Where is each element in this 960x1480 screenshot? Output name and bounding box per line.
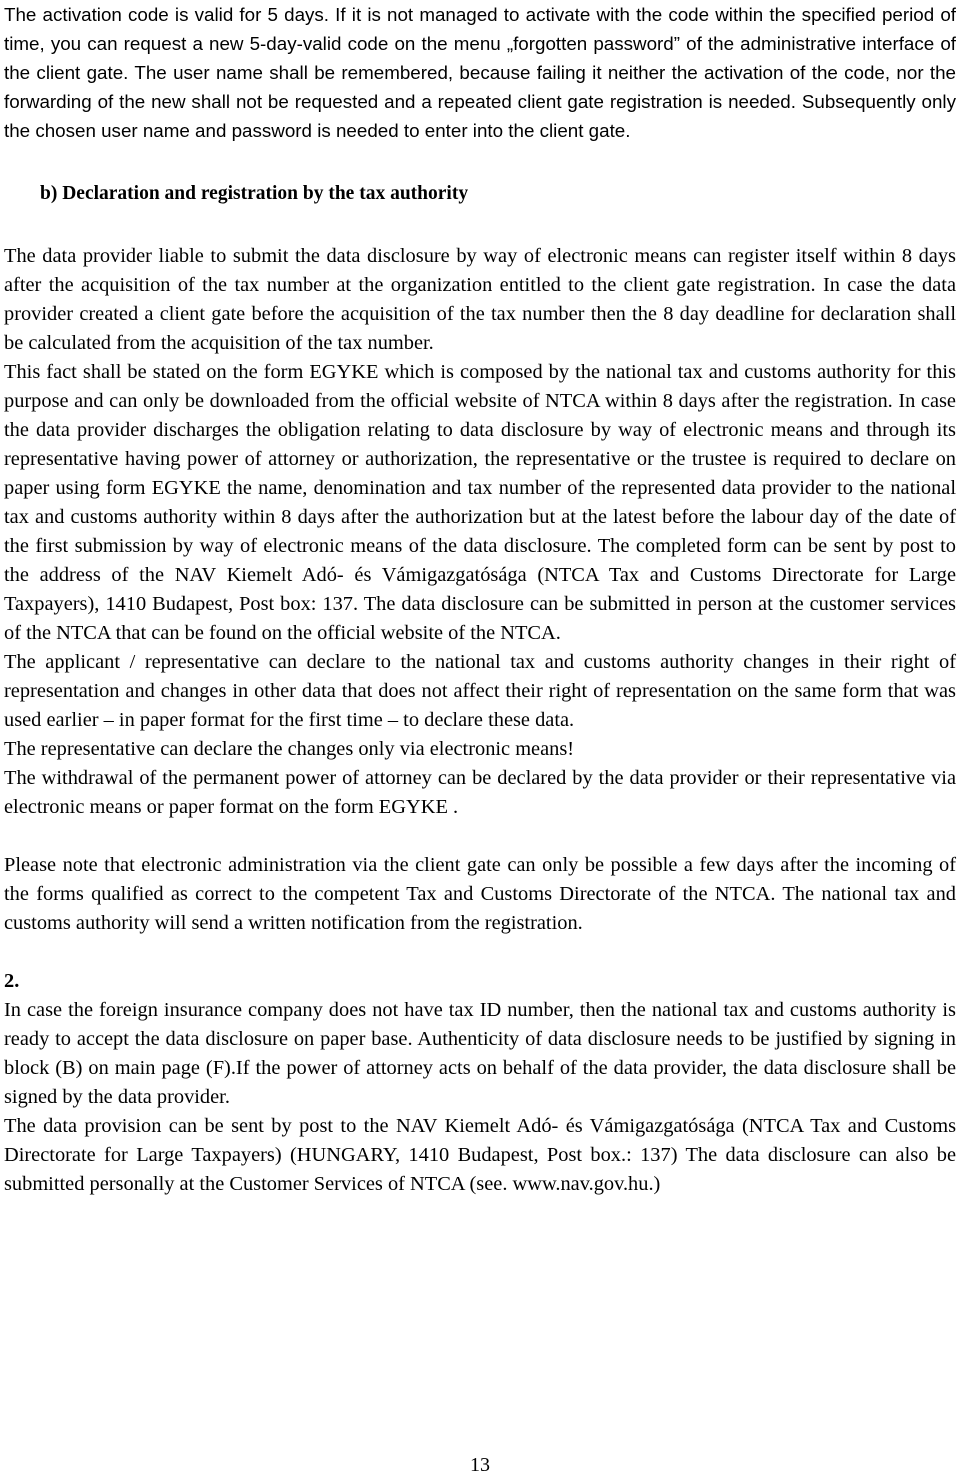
intro-text-part-1: The activation code is valid for 5 days. If it is not managed to activate with the code within the specified period of time, you can request a new 5-day-valid code on the menu „forgotten password” of the administrative interface of the client gate.	[4, 4, 956, 83]
section-2-paragraph-1: In case the foreign insurance company does not have tax ID number, then the national tax and customs authority is ready to accept the data disclosure on paper base. Authenticity of data disclosure needs to be justified by signing in block (B) on main page (F).If the power of attorney acts on behalf of the data provider, the data disclosure shall be signed by the data provider.	[4, 999, 956, 1108]
section-b-paragraph-6: Please note that electronic administration via the client gate can only be possible a few days after the incoming of the forms qualified as correct to the competent Tax and Customs Directorate of the NTCA. The national tax and customs authority will send a written notification from the registration.	[4, 854, 956, 934]
section-b-heading: b) Declaration and registration by the tax authority	[40, 183, 469, 204]
section-b-paragraph-1: The data provider liable to submit the data disclosure by way of electronic means can register itself within 8 days after the acquisition of the tax number at the organization entitled to the client gate registration. In case the data provider created a client gate before the acquisition of the tax number then the 8 day deadline for declaration shall be calculated from the acquisition of the tax number.	[4, 245, 956, 354]
spacer	[4, 938, 956, 967]
section-2-paragraph-2: The data provision can be sent by post to the NAV Kiemelt Adó- és Vámigazgatósága (NTCA Tax and Customs Directorate for Large Taxpayers) (HUNGARY, 1410 Budapest, Post box.: 137) The data disclosure can also be submitted personally at the Customer Services of NTCA (see. www.nav.gov.hu.)	[4, 1115, 956, 1195]
page-number: 13	[470, 1454, 490, 1476]
section-b-paragraph-2: This fact shall be stated on the form EGYKE which is composed by the national tax and customs authority for this purpose and can only be downloaded from the official website of NTCA within 8 days after the registration. In case the data provider discharges the obligation relating to data disclosure by way of electronic means and through its representative having power of attorney or authorization, the representative or the trustee is required to declare on paper using form EGYKE the name, denomination and tax number of the represented data provider to the national tax and customs authority within 8 days after the authorization but at the latest before the labour day of the date of the first submission by way of electronic means of the data disclosure. The completed form can be sent by post to the address of the NAV Kiemelt Adó- és Vámigazgatósága (NTCA Tax and Customs Directorate for Large Taxpayers), 1410 Budapest, Post box: 137. The data disclosure can be submitted in person at the customer services of the NTCA that can be found on the official website of the NTCA.	[4, 361, 956, 644]
spacer	[4, 145, 956, 179]
document-page	[4, 0, 956, 1199]
section-b-paragraph-4: The representative can declare the changes only via electronic means!	[4, 738, 575, 760]
spacer	[4, 822, 956, 851]
section-b-paragraph-5: The withdrawal of the permanent power of attorney can be declared by the data provider or their representative via electronic means or paper format on the form EGYKE .	[4, 767, 956, 818]
spacer	[4, 208, 956, 242]
intro-text-part-2: The user name shall be remembered, because failing it neither the activation of the code, nor the forwarding of the new shall not be requested and a repeated client gate registration is needed. Subsequently only the chosen user name and password is needed to enter into the client gate.	[4, 62, 957, 141]
section-b-paragraph-3: The applicant / representative can declare to the national tax and customs authority changes in their right of representation and changes in other data that does not affect their right of representation on the same form that was used earlier – in paper format for the first time – to declare these data.	[4, 651, 956, 731]
intro-paragraph	[4, 0, 956, 145]
section-2-heading: 2.	[4, 970, 20, 992]
